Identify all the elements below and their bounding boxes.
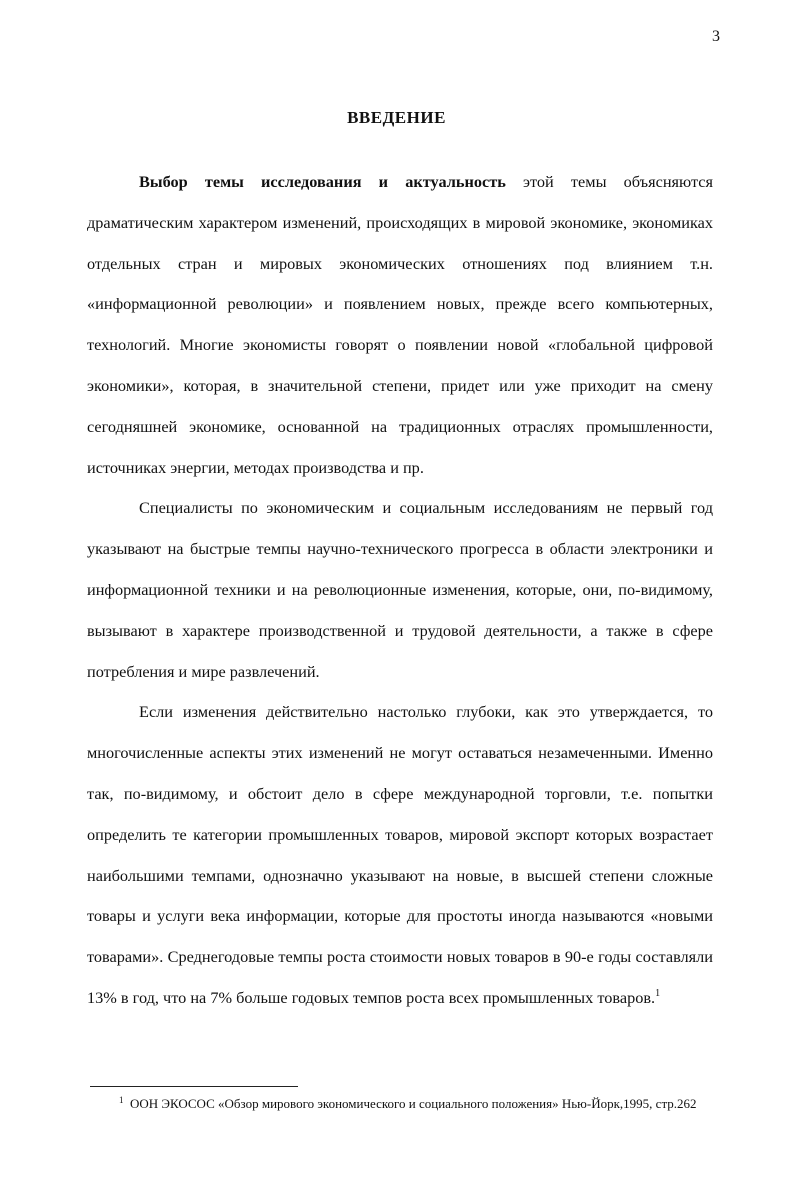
footnote-divider	[90, 1086, 298, 1087]
paragraph-text: Если изменения действительно настолько глубоки, как это утверждается, то многочисленные аспекты этих изменений не могут оставаться незамеченными. Именно так, по-видимому, и обстоит дело в сфере международной торговли, т.е. попытки определить те категории промышленных товаров, мировой экспорт которых возрастает наибольшими темпами, однозначно указывают на новые, в высшей степени сложные товары и услуги века информации, которые для простоты иногда называются «новыми товарами». Среднегодовые темпы роста стоимости новых товаров в 90-е годы составляли 13% в год, что на 7% больше годовых темпов роста всех промышленных товаров.	[87, 702, 713, 1007]
body-text	[87, 162, 713, 1019]
paragraph-text: Специалисты по экономическим и социальным исследованиям не первый год указывают на быстрые темпы научно-технического прогресса в области электроники и информационной техники и на революционные изменения, которые, они, по-видимому, вызывают в характере производственной и трудовой деятельности, а также в сфере потребления и мире развлечений.	[87, 498, 713, 681]
footnote-mark: 1	[119, 1095, 124, 1105]
paragraph-intro	[87, 162, 713, 488]
paragraph-changes	[87, 692, 713, 1018]
footnote-text: ООН ЭКОСОС «Обзор мирового экономического и социального положения» Нью-Йорк,1995, стр.262	[130, 1096, 697, 1111]
footnote	[87, 1094, 713, 1114]
footnote-reference: 1	[655, 987, 661, 999]
paragraph-text: этой темы объясняются драматическим характером изменений, происходящих в мировой экономике, экономиках отдельных стран и мировых экономических отношениях под влиянием т.н. «информационной революции» и появлением новых, прежде всего компьютерных, технологий. Многие экономисты говорят о появлении новой «глобальной цифровой экономики», которая, в значительной степени, придет или уже приходит на смену сегодняшней экономике, основанной на традиционных отраслях промышленности, источниках энергии, методах производства и пр.	[87, 172, 713, 477]
page-number: 3	[712, 28, 720, 45]
page-title: ВВЕДЕНИЕ	[347, 108, 446, 127]
paragraph-specialists	[87, 488, 713, 692]
paragraph-lead-bold: Выбор темы исследования и актуальность	[139, 172, 506, 191]
